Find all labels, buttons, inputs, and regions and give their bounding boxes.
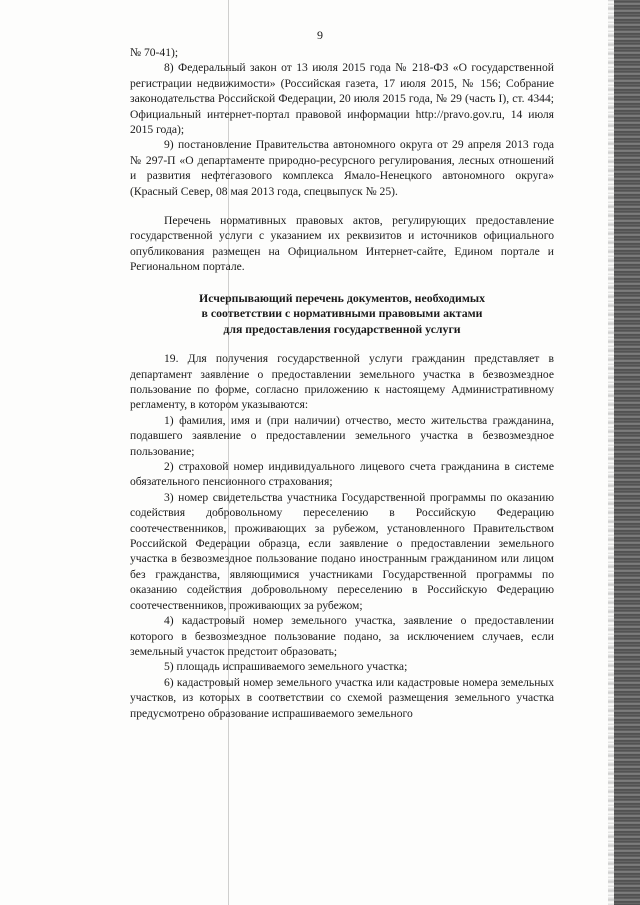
document-body xyxy=(130,45,554,721)
section-heading xyxy=(130,291,554,338)
paragraph: 8) Федеральный закон от 13 июля 2015 года № 218-ФЗ «О государственной регистрации недвижимости» (Российская газета, 17 июля 2015, № 156; Собрание законодательства Российской Федерации, 20 июля 2015 года, № 29 (часть I), ст. 4344; Официальный интернет-портал правовой информации http://pravo.gov.ru, 14 июля 2015 года); xyxy=(130,61,554,137)
list-item: 2) страховой номер индивидуального лицевого счета гражданина в системе обязательного пенсионного страхования; xyxy=(130,460,554,489)
list-item: 5) площадь испрашиваемого земельного участка; xyxy=(164,660,408,674)
list-item: 1) фамилия, имя и (при наличии) отчество, место жительства гражданина, подавшего заявление о предоставлении земельного участка в безвозмездное пользование; xyxy=(130,413,554,458)
list-item: 6) кадастровый номер земельного участка или кадастровые номера земельных участков, из которых в соответствии со схемой размещения земельного участка предусмотрено образование испрашиваемого земельного xyxy=(130,675,554,720)
paragraph: 19. Для получения государственной услуги гражданин представляет в департамент заявление о предоставлении земельного участка в безвозмездное пользование по форме, согласно приложению к настоящему Административному регламенту, в котором указываются: xyxy=(130,352,554,412)
paragraph: № 70-41); xyxy=(130,46,179,59)
heading-line: в соответствии с нормативными правовыми актами xyxy=(201,306,483,321)
list-item: 4) кадастровый номер земельного участка, заявление о предоставлении которого в безвозмездное пользование подано, за исключением случаев, если земельный участок предстоит образовать; xyxy=(130,614,554,658)
heading-line: для предоставления государственной услуги xyxy=(223,321,461,336)
paragraph: 9) постановление Правительства автономного округа от 29 апреля 2013 года № 297-П «О департаменте природно-ресурсного регулирования, лесных отношений и развития нефтегазового комплекса Ямало-Ненецкого автономного округа» (Красный Север, 08 мая 2013 года, спецвыпуск № 25). xyxy=(130,138,554,198)
heading-line: Исчерпывающий перечень документов, необходимых xyxy=(199,290,485,305)
list-item: 3) номер свидетельства участника Государственной программы по оказанию содействия добровольному переселению в Российскую Федерацию соотечественников, проживающих за рубежом, установленного Правительством Российской Федерации образца, если заявление о предоставлении земельного участка в безвозмездное пользование подано иностранным гражданином или лицом без гражданства, являющимися участниками Государственной программы по оказанию содействия добровольному переселению в Российскую Федерацию соотечественников, проживающих за рубежом; xyxy=(130,490,554,612)
scan-edge-artifact xyxy=(614,0,640,905)
paragraph: Перечень нормативных правовых актов, регулирующих предоставление государственной услуги с указанием их реквизитов и источников официального опубликования размещен на Официальном Интернет-сайте, Едином портале и Региональном портале. xyxy=(130,214,554,274)
page-number: 9 xyxy=(317,28,323,42)
